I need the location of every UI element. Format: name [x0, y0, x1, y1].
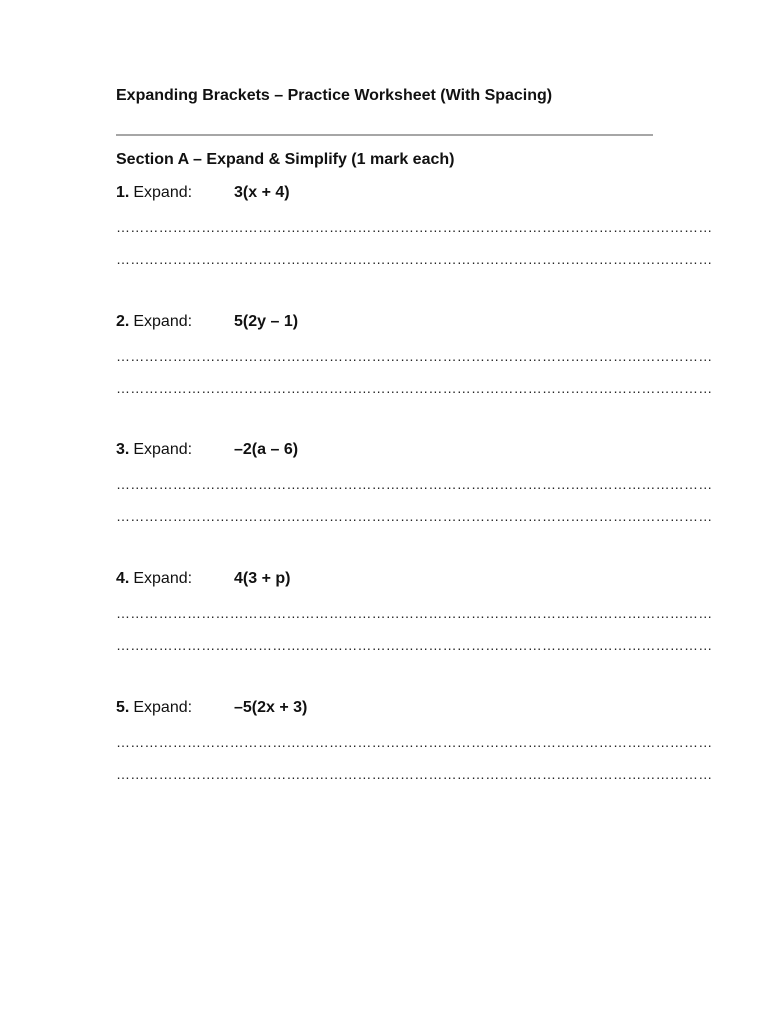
question-2 [116, 313, 713, 397]
question-line [116, 313, 656, 335]
question-expression: 5(2y – 1) [234, 313, 299, 330]
question-number: 4. [116, 570, 130, 587]
answer-line[interactable]: ……………………………………………………………………………………………………………… [116, 734, 713, 750]
question-instruction: Expand: [133, 313, 193, 330]
question-instruction: Expand: [133, 570, 193, 587]
answer-line[interactable]: ……………………………………………………………………………………………………………… [116, 251, 713, 267]
answer-line[interactable]: ……………………………………………………………………………………………………………… [116, 605, 713, 621]
question-4 [116, 570, 713, 654]
section-a-heading: Section A – Expand & Simplify (1 mark each) [116, 151, 455, 168]
answer-line[interactable]: ……………………………………………………………………………………………………………… [116, 219, 713, 235]
question-expression: 4(3 + p) [234, 570, 291, 587]
question-number: 1. [116, 184, 130, 201]
question-expression: –5(2x + 3) [234, 699, 308, 716]
answer-line[interactable]: ……………………………………………………………………………………………………………… [116, 348, 713, 364]
question-instruction: Expand: [133, 184, 193, 201]
question-5 [116, 699, 713, 783]
question-3 [116, 441, 713, 525]
question-line [116, 441, 656, 463]
question-line [116, 570, 656, 592]
answer-line[interactable]: ……………………………………………………………………………………………………………… [116, 637, 713, 653]
worksheet-title: Expanding Brackets – Practice Worksheet (With Spacing) [116, 87, 553, 104]
answer-line[interactable]: ……………………………………………………………………………………………………………… [116, 508, 713, 524]
question-number: 2. [116, 313, 130, 330]
title-divider [116, 134, 653, 136]
answer-line[interactable]: ……………………………………………………………………………………………………………… [116, 476, 713, 492]
answer-line[interactable]: ……………………………………………………………………………………………………………… [116, 380, 713, 396]
question-instruction: Expand: [133, 699, 193, 716]
question-number: 5. [116, 699, 130, 716]
question-line [116, 699, 656, 721]
answer-line[interactable]: ……………………………………………………………………………………………………………… [116, 766, 713, 782]
question-expression: 3(x + 4) [234, 184, 290, 201]
question-instruction: Expand: [133, 441, 193, 458]
question-expression: –2(a – 6) [234, 441, 299, 458]
question-number: 3. [116, 441, 130, 458]
question-line [116, 184, 656, 206]
question-1 [116, 184, 713, 268]
